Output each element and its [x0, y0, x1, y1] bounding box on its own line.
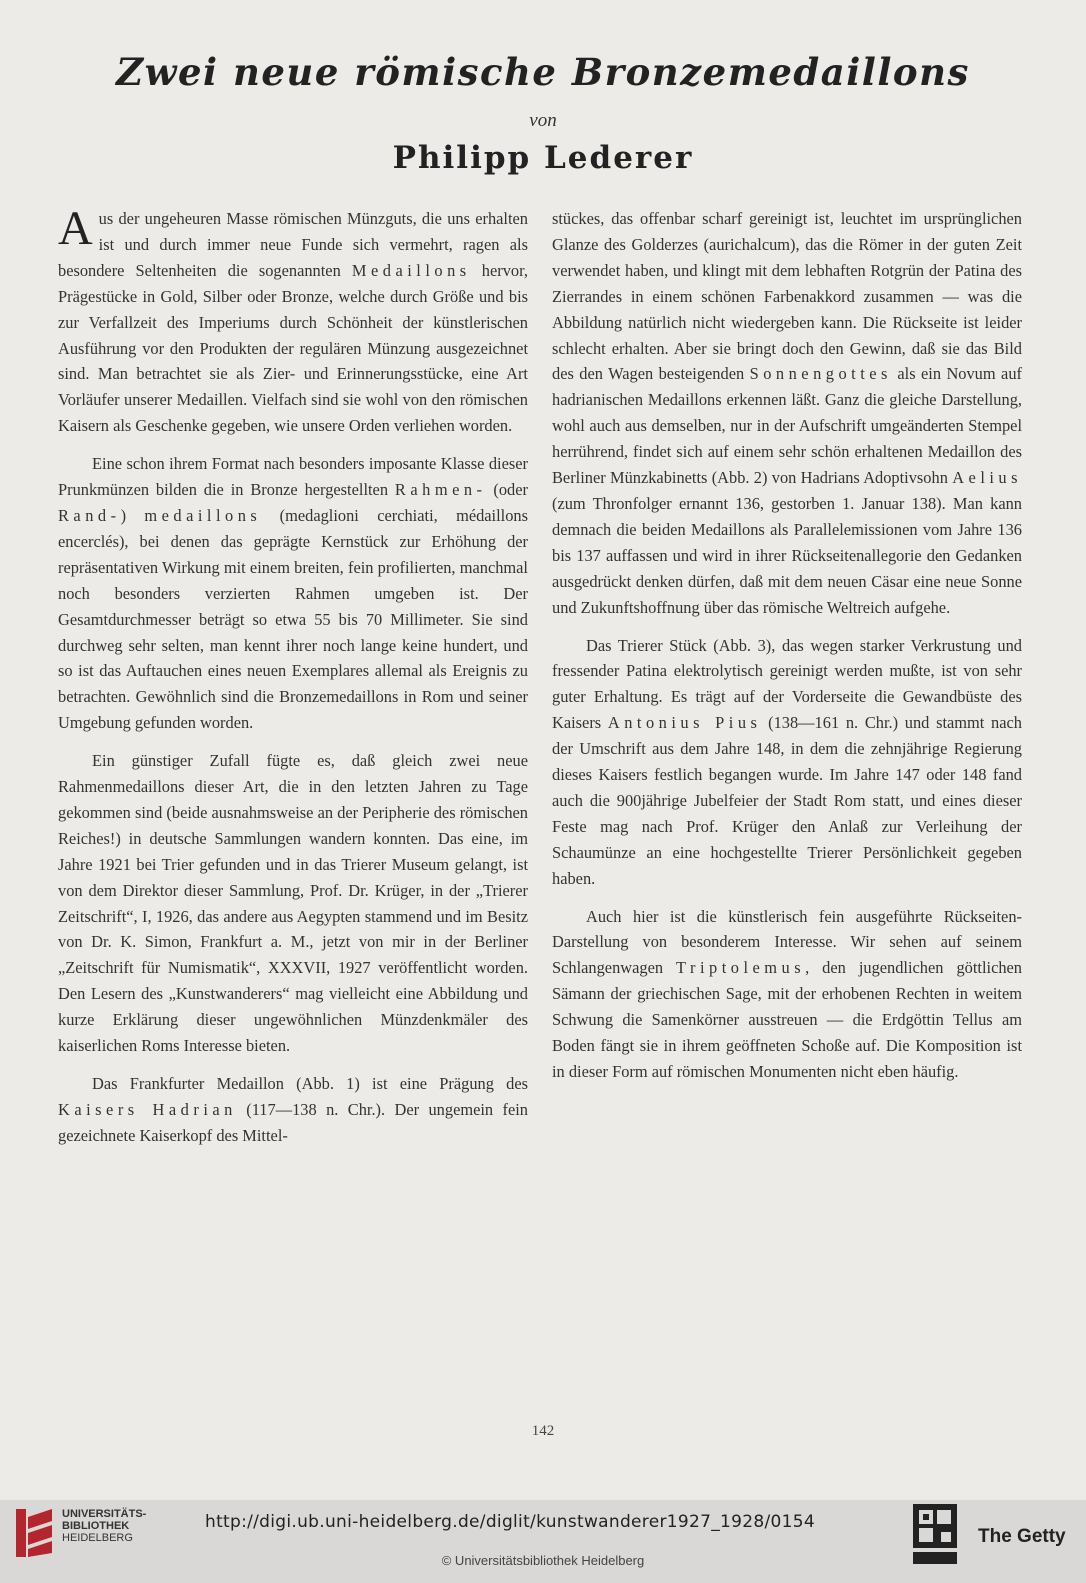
spaced-term: Triptolemus — [676, 958, 806, 978]
getty-logo-icon — [913, 1504, 957, 1564]
paragraph — [58, 1071, 528, 1149]
text-run: ) — [120, 505, 145, 525]
text-run: als ein Novum auf hadrianischen Medaillons erkennen läßt. Ganz die gleiche Darstellung, wohl auch aus demselben, nur in der Aufschrift umgeänderten Stempel herrührend, findet sich auf einem sehr schön erhaltenen Medaillon des Berliner Münzkabinetts (Abb. 2) von Hadrians Adoptivsohn — [552, 364, 1022, 488]
text-run: (117—138 n. Chr.). Der ungemein fein gezeichnete Kaiserkopf des Mittel- — [58, 1099, 529, 1145]
spaced-term: Antonius Pius — [607, 713, 762, 733]
library-name-line: UNIVERSITÄTS- — [62, 1508, 147, 1520]
text-run: (zum Thronfolger ernannt 136, gestorben 1. Januar 138). Man kann demnach die beiden Medaillons als Parallelemissionen vom Jahre 136 bis 137 auffassen und wird in ihrer Rückseitenallegorie den Gedanken ausgedrückt denken dürfen, daß mit dem neuen Cäsar eine neue Sonne und Zukunftshoffnung über das römische Weltreich aufgehe. — [552, 493, 1022, 617]
paragraph — [552, 904, 1022, 1085]
text-run: stückes, das offenbar scharf gereinigt ist, leuchtet im ursprünglichen Glanze des Golderzes (aurichalcum), das die Römer in der guten Zeit verwendet haben, und klingt mit dem lebhaften Rotgrün der Patina des Zierrandes in einem schönen Farbenakkord zusammen — was die Abbildung natürlich nicht wiedergeben kann. Die Rückseite ist leider schlecht erhalten. Aber sie bringt doch den Gewinn, daß sie das Bild des den Wagen besteigenden — [552, 209, 1022, 384]
drop-cap: A — [58, 202, 93, 255]
text-run: , den jugendlichen göttlichen Sämann der griechischen Sage, mit der erhobenen Rechten in weitem Schwung die Samenkörner ausstreuen — die Erdgöttin Tellus am Boden fängt sie in ihrem geöffneten Schoße auf. Die Komposition ist in dieser Form auf römischen Monumenten nicht eben häufig. — [552, 958, 1023, 1081]
article-title: Zwei neue römische Bronzemedaillons — [116, 50, 970, 94]
spaced-term: Kaisers Hadrian — [58, 1099, 237, 1119]
paragraph — [552, 633, 1022, 892]
text-run: (138—161 n. Chr.) und stammt nach der Umschrift aus dem Jahre 148, in dem die zehnjährige Regierung dieses Kaisers festlich begangen wurde. Im Jahre 147 oder 148 fand auch die 900jährige Jubelfeier der Stadt Rom statt, und eines dieser Feste mag nach Prof. Krüger den Anlaß zur Verleihung der Schaumünze an eine hochgestellte Trierer Persönlichkeit gegeben haben. — [552, 713, 1022, 888]
spaced-term: Sonnengottes — [749, 364, 892, 384]
author-name: Philipp Lederer — [392, 140, 694, 176]
text-run: us der ungeheuren Masse römischen Münzguts, die uns erhalten ist und durch immer neue Funde sich vermehrt, ragen als besondere Seltenheiten die sogenannten — [58, 209, 528, 280]
paragraph — [552, 206, 1022, 621]
spaced-term: Aelius — [952, 468, 1022, 488]
spaced-term: medaillons — [144, 505, 262, 525]
paragraph — [58, 451, 528, 736]
text-run: Eine schon ihrem Format nach besonders imposante Klasse dieser Prunkmünzen bilden die in Bronze hergestellten — [58, 454, 528, 500]
text-run: (medaglioni cerchiati, médaillons encerclés), bei denen das geprägte Kernstück zur Erhöhung der repräsentativen Wirkung mit einem breiten, fein profilierten, manchmal noch besonders verzierten Rahmen umgeben ist. Der Gesamtdurchmesser beträgt so etwa 55 bis 70 Millimeter. Sie sind durchweg sehr selten, man kennt ihrer noch lange keine hundert, und so ist das Auftauchen eines neuen Exemplares allemal als Ereignis zu betrachten. Gewöhnlich sind die Bronzemedaillons in Rom und seiner Umgebung gefunden worden. — [58, 505, 528, 733]
library-name-line: BIBLIOTHEK — [62, 1520, 130, 1532]
spaced-term: Medaillons — [351, 260, 471, 280]
paragraph — [58, 202, 528, 439]
university-library-logo-icon — [14, 1507, 54, 1559]
spaced-term: Rand- — [58, 505, 121, 525]
text-run: Auch hier ist die künstlerisch fein ausgeführte Rückseiten-Darstellung von besonderem Interesse. Wir sehen auf seinem Schlangenwagen — [552, 906, 1022, 978]
text-run: Das Trierer Stück (Abb. 3), das wegen starker Verkrustung und fressender Patina elektrolytisch gereinigt werden mußte, ist von sehr guter Erhaltung. Es trägt auf der Vorderseite die Gewandbüste des Kaisers — [552, 635, 1022, 733]
text-run: (oder — [486, 480, 528, 500]
permalink-url[interactable]: http://digi.ub.uni-heidelberg.de/diglit/kunstwanderer1927_1928/0154 — [205, 1512, 815, 1532]
right-column — [552, 206, 1022, 1085]
left-column — [58, 202, 529, 1149]
library-name — [62, 1508, 146, 1544]
spaced-term: Rahmen- — [394, 480, 487, 500]
copyright-notice: © Universitätsbibliothek Heidelberg — [441, 1553, 645, 1568]
byline-von: von — [529, 110, 557, 131]
text-run: hervor, Prägestücke in Gold, Silber oder Bronze, welche durch Größe und bis zur Verfallzeit des Imperiums durch Schönheit der künstlerischen Ausführung vor den Produkten der regulären Münzung ausgezeichnet sind. Man betrachtet sie als Zier- und Erinnerungsstücke, eine Art Vorläufer unserer Medaillen. Vielfach sind sie wohl von den römischen Kaisern als Geschenke gegeben, wie unsere Orden verliehen worden. — [58, 260, 528, 436]
library-name-line: HEIDELBERG — [62, 1532, 133, 1544]
paragraph: Ein günstiger Zufall fügte es, daß gleich zwei neue Rahmenmedaillons dieser Art, die in den letzten Jahren zu Tage gekommen sind (beide ausnahmsweise an der Peripherie des römischen Reiches!) in deutsche Sammlungen wandern konnten. Das eine, im Jahre 1921 bei Trier gefunden und in das Trierer Museum gelangt, ist von dem Direktor dieser Sammlung, Prof. Dr. Krüger, in der „Trierer Zeitschrift“, I, 1926, das andere aus Aegypten stammend und im Besitz von Dr. K. Simon, Frankfurt a. M., jetzt von mir in der Berliner „Zeitschrift für Numismatik“, XXXVII, 1927 veröffentlicht worden. Den Lesern des „Kunstwanderers“ mag vielleicht eine Abbildung und kurze Erklärung dieser ungewöhnlichen Münzdenkmäler des kaiserlichen Roms Interesse bieten. — [58, 751, 528, 1056]
page-number: 142 — [531, 1423, 555, 1439]
text-run: Das Frankfurter Medaillon (Abb. 1) ist eine Prägung des — [92, 1074, 528, 1093]
getty-name: The Getty — [978, 1526, 1066, 1547]
